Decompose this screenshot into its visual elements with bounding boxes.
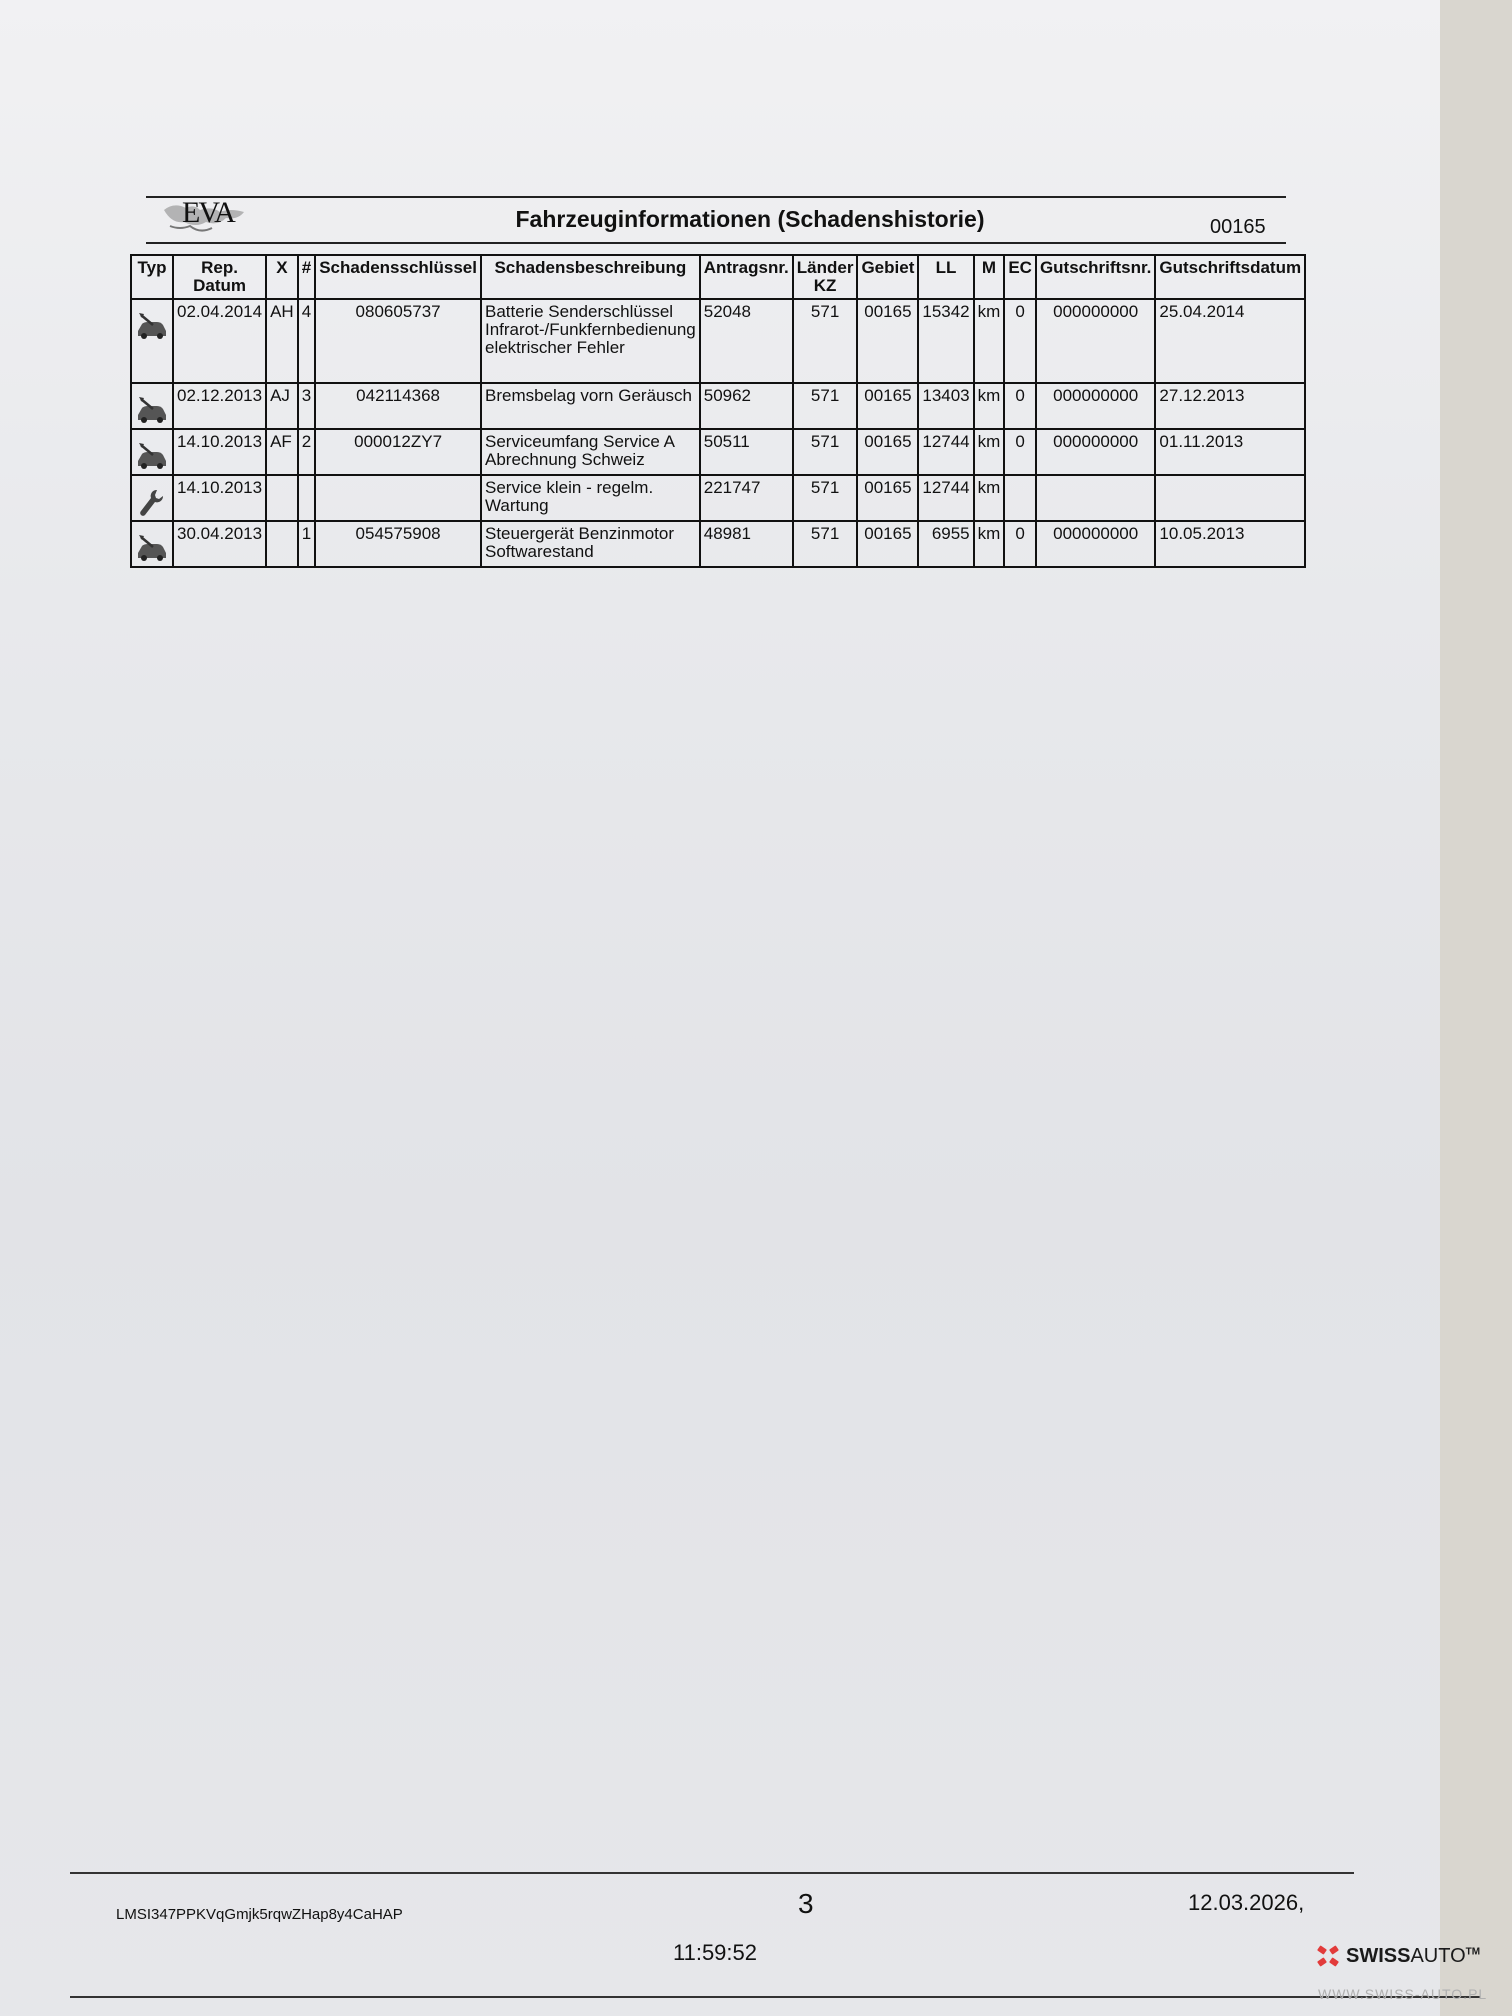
ec-cell: 0 [1004,383,1036,429]
rep-date-cell: 30.04.2013 [173,521,266,567]
country-code-cell: 571 [793,299,858,383]
credit-date-cell: 01.11.2013 [1155,429,1305,475]
footer-print-date: 12.03.2026, [1188,1890,1305,1915]
damage-key-cell [315,475,481,521]
column-header-gutschriftsnr: Gutschriftsnr. [1036,255,1155,299]
swissauto-logo [1316,1944,1480,1968]
wrench-icon [135,487,169,517]
x-code-cell: AJ [266,383,298,429]
ec-cell: 0 [1004,521,1036,567]
table-row [131,429,1305,475]
column-header-ec: EC [1004,255,1036,299]
damage-key-cell: 080605737 [315,299,481,383]
column-header-typ: Typ [131,255,173,299]
typ-cell [131,299,173,383]
typ-cell [131,475,173,521]
x-code-cell: AH [266,299,298,383]
antrag-number-cell: 50511 [700,429,793,475]
footer-rule-bottom [70,1996,1480,1998]
region-cell: 00165 [857,299,918,383]
x-code-cell [266,475,298,521]
credit-number-cell: 000000000 [1036,521,1155,567]
eva-logo-text: EVA [182,196,234,229]
ec-cell: 0 [1004,429,1036,475]
column-header-laender-kz: Länder KZ [793,255,858,299]
mileage-unit-cell: km [974,475,1005,521]
mileage-cell: 15342 [918,299,973,383]
rep-date-cell: 14.10.2013 [173,429,266,475]
column-header-gutschriftsdatum: Gutschriftsdatum [1155,255,1305,299]
eva-logo [160,196,252,240]
antrag-number-cell: 50962 [700,383,793,429]
antrag-number-cell: 221747 [700,475,793,521]
credit-date-cell: 10.05.2013 [1155,521,1305,567]
mileage-cell: 12744 [918,429,973,475]
swissauto-trademark: TM [1465,1945,1481,1957]
damage-key-cell: 054575908 [315,521,481,567]
column-header-x: X [266,255,298,299]
column-header-number: # [298,255,315,299]
credit-number-cell: 000000000 [1036,299,1155,383]
country-code-cell: 571 [793,521,858,567]
number-cell: 4 [298,299,315,383]
car-repair-icon [135,441,169,471]
table-row [131,475,1305,521]
credit-date-cell: 27.12.2013 [1155,383,1305,429]
header-rule-bottom [146,242,1286,244]
rep-date-cell: 02.12.2013 [173,383,266,429]
country-code-cell: 571 [793,475,858,521]
damage-description-cell: Bremsbelag vorn Geräusch [481,383,700,429]
column-header-antragsnr: Antragsnr. [700,255,793,299]
column-header-rep-datum: Rep. Datum [173,255,266,299]
footer-document-id: LMSI347PPKVqGmjk5rqwZHap8y4CaHAP [116,1906,403,1923]
car-repair-icon [135,395,169,425]
footer-rule-top [70,1872,1354,1874]
region-cell: 00165 [857,383,918,429]
column-header-schadensschluessel: Schadensschlüssel [315,255,481,299]
region-cell: 00165 [857,429,918,475]
document-title: Fahrzeuginformationen (Schadenshistorie) [515,206,985,232]
region-cell: 00165 [857,475,918,521]
country-code-cell: 571 [793,429,858,475]
rep-date-cell: 02.04.2014 [173,299,266,383]
footer-page-number: 3 [798,1888,814,1919]
rep-date-cell: 14.10.2013 [173,475,266,521]
ec-cell: 0 [1004,299,1036,383]
antrag-number-cell: 52048 [700,299,793,383]
column-header-schadensbeschreibung: Schadensbeschreibung [481,255,700,299]
document-number: 00165 [1210,216,1266,238]
footer-print-time: 11:59:52 [673,1940,758,1965]
mileage-cell: 12744 [918,475,973,521]
table-row [131,383,1305,429]
damage-history-table [130,254,1306,568]
typ-cell [131,521,173,567]
mileage-cell: 6955 [918,521,973,567]
swissauto-brand-prefix: SWISS [1346,1944,1411,1967]
antrag-number-cell: 48981 [700,521,793,567]
column-header-ll: LL [918,255,973,299]
car-repair-icon [135,533,169,563]
x-code-cell: AF [266,429,298,475]
table-header-row [131,255,1305,299]
credit-number-cell: 000000000 [1036,429,1155,475]
number-cell [298,475,315,521]
mileage-unit-cell: km [974,299,1005,383]
credit-number-cell [1036,475,1155,521]
table-row [131,299,1305,383]
header-rule-top [146,196,1286,198]
swissauto-url: WWW.SWISS-AUTO.PL [1318,1986,1488,2002]
number-cell: 3 [298,383,315,429]
number-cell: 1 [298,521,315,567]
swissauto-brand-suffix: AUTO [1410,1944,1466,1967]
country-code-cell: 571 [793,383,858,429]
damage-description-cell: Service klein - regelm. Wartung [481,475,700,521]
damage-key-cell: 042114368 [315,383,481,429]
damage-description-cell: Steuergerät Benzinmotor Softwarestand [481,521,700,567]
mileage-unit-cell: km [974,429,1005,475]
mileage-cell: 13403 [918,383,973,429]
region-cell: 00165 [857,521,918,567]
credit-number-cell: 000000000 [1036,383,1155,429]
column-header-m: M [974,255,1005,299]
table-row [131,521,1305,567]
mileage-unit-cell: km [974,521,1005,567]
damage-key-cell: 000012ZY7 [315,429,481,475]
typ-cell [131,429,173,475]
number-cell: 2 [298,429,315,475]
damage-description-cell: Serviceumfang Service A Abrechnung Schweiz [481,429,700,475]
swissauto-star-icon [1316,1944,1340,1968]
car-repair-icon [135,311,169,341]
credit-date-cell [1155,475,1305,521]
x-code-cell [266,521,298,567]
credit-date-cell: 25.04.2014 [1155,299,1305,383]
typ-cell [131,383,173,429]
column-header-gebiet: Gebiet [857,255,918,299]
swissauto-watermark [1316,1944,1506,2004]
damage-description-cell: Batterie Senderschlüssel Infrarot-/Funkfernbedienung elektrischer Fehler [481,299,700,383]
ec-cell [1004,475,1036,521]
mileage-unit-cell: km [974,383,1005,429]
